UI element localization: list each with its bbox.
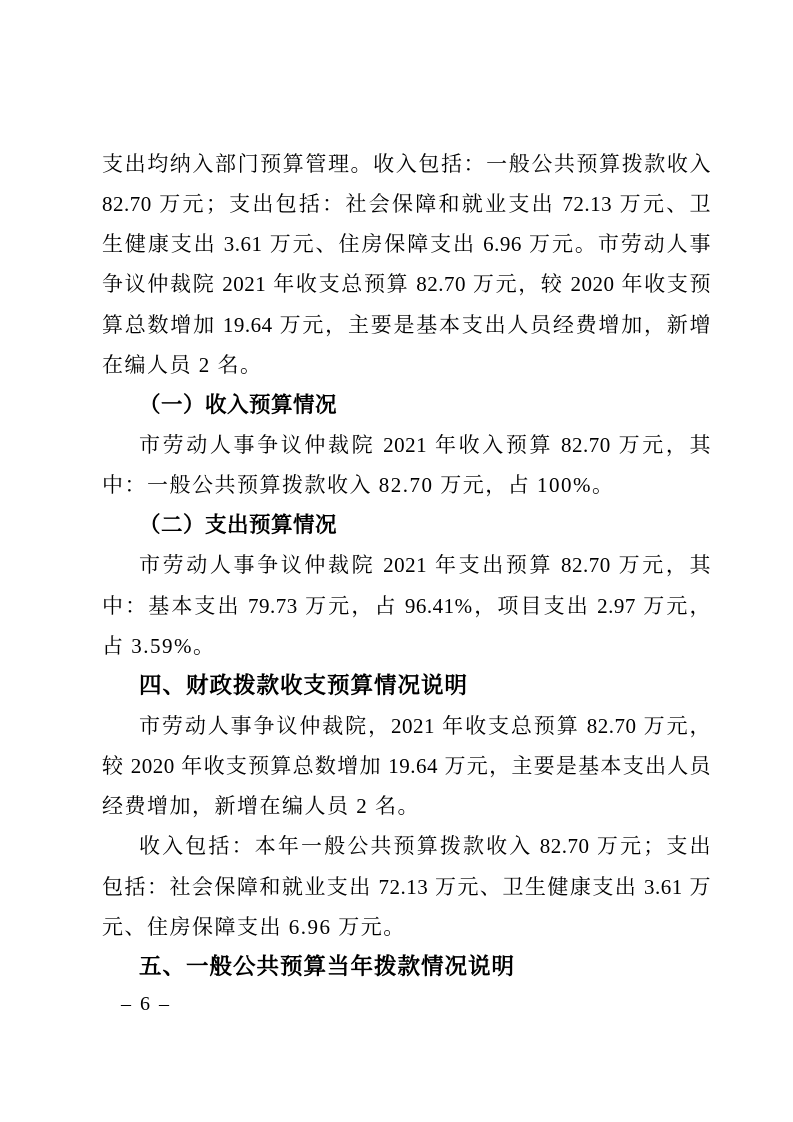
body-text-line: 元、住房保障支出 6.96 万元。: [102, 914, 406, 939]
body-text-line: 中：基本支出 79.73 万元，占 96.41%，项目支出 2.97 万元，: [102, 593, 711, 618]
body-text-line: 市劳动人事争议仲裁院 2021 年支出预算 82.70 万元，其: [139, 553, 711, 578]
body-text-line: 在编人员 2 名。: [102, 352, 263, 377]
page-number: – 6 –: [121, 993, 171, 1015]
body-text-line: 经费增加，新增在编人员 2 名。: [102, 794, 420, 819]
subsection-heading-income: （一）收入预算情况: [139, 392, 338, 417]
body-text-line: 82.70 万元；支出包括：社会保障和就业支出 72.13 万元、卫: [102, 192, 711, 217]
body-text-line: 包括：社会保障和就业支出 72.13 万元、卫生健康支出 3.61 万: [102, 874, 711, 899]
body-text-line: 算总数增加 19.64 万元，主要是基本支出人员经费增加，新增: [102, 312, 711, 337]
body-text-line: 较 2020 年收支预算总数增加 19.64 万元，主要是基本支出人员: [102, 754, 711, 779]
body-text-line: 市劳动人事争议仲裁院 2021 年收入预算 82.70 万元，其: [139, 432, 711, 457]
body-text-line: 中：一般公共预算拨款收入 82.70 万元，占 100%。: [102, 473, 615, 498]
body-text-line: 生健康支出 3.61 万元、住房保障支出 6.96 万元。市劳动人事: [102, 232, 711, 257]
section-heading-4-fiscal-appropriation: 四、财政拨款收支预算情况说明: [139, 672, 469, 698]
body-text-line: 市劳动人事争议仲裁院，2021 年收支总预算 82.70 万元，: [139, 713, 711, 738]
subsection-heading-expenditure: （二）支出预算情况: [139, 513, 338, 538]
body-text-line: 收入包括：本年一般公共预算拨款收入 82.70 万元；支出: [139, 834, 711, 859]
body-text-line: 支出均纳入部门预算管理。收入包括：一般公共预算拨款收入: [102, 152, 711, 176]
document-body: [102, 144, 711, 987]
body-text-line: 占 3.59%。: [102, 633, 216, 658]
section-heading-5-general-public-budget: 五、一般公共预算当年拨款情况说明: [139, 953, 516, 979]
body-text-line: 争议仲裁院 2021 年收支总预算 82.70 万元，较 2020 年收支预: [102, 272, 711, 297]
